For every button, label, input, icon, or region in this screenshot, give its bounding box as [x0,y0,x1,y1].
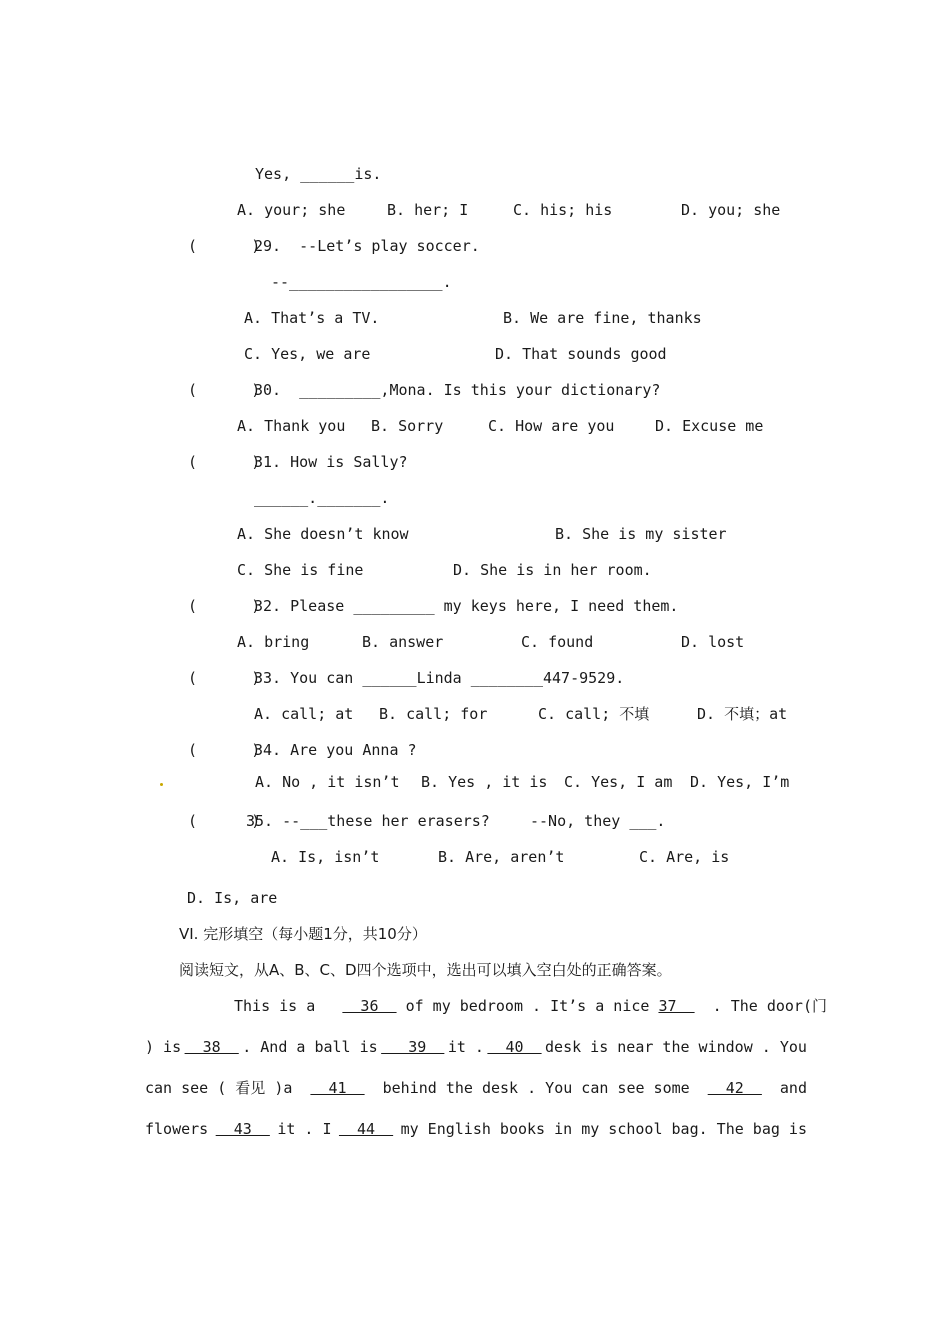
blank-43: 43 [215,1120,270,1138]
passage-line-1 [234,996,827,1016]
q33-answer-paren: ( ) [188,669,261,687]
q35-reply: --No, they ___. [530,812,666,830]
q29-option-d: D. That sounds good [495,345,667,363]
q32-answer-paren: ( ) [188,597,261,615]
q34-answer-paren: ( ) [188,741,261,759]
passage-text: my English books in my school bag. The bag is [400,1120,807,1138]
q32-option-c: C. found [521,633,594,651]
q34-stem: 34. Are you Anna ? [254,741,417,759]
q30-option-b: B. Sorry [371,417,444,435]
q30-option-d: D. Excuse me [655,417,764,435]
q35-answer-paren: ( ) [188,812,261,830]
passage-text: This is a [234,997,316,1015]
passage-text: . The door(门 [712,997,827,1015]
passage-text: ) is [145,1038,182,1056]
q31-option-c: C. She is fine [237,561,364,579]
blank-44: 44 [338,1120,394,1138]
blank-39: 39 [381,1038,445,1056]
passage-text: and [779,1079,807,1097]
q33-option-a: A. call; at [254,705,354,723]
passage-text: desk is near the window . You [545,1038,807,1056]
q33-blank-2: ________ [470,669,543,687]
q29-option-a: A. That’s a TV. [244,309,380,327]
q29-reply: --_________________. [271,273,452,291]
q32-option-a: A. bring [237,633,310,651]
passage-text: flowers [145,1120,209,1138]
q34-option-d: D. Yes, I’m [690,773,790,791]
q34-option-a: A. No , it isn’t [255,773,400,791]
blank-40: 40 [487,1038,542,1056]
q28-option-d: D. you; she [681,201,781,219]
q29-option-b: B. We are fine, thanks [503,309,702,327]
q31-option-a: A. She doesn’t know [237,525,409,543]
q35-option-a: A. Is, isn’t [271,848,380,866]
q35-option-b: B. Are, aren’t [438,848,565,866]
q30-answer-paren: ( ) [188,381,261,399]
q29-option-c: C. Yes, we are [244,345,371,363]
q35-option-d: D. Is, are [187,889,278,907]
q32-option-b: B. answer [362,633,444,651]
q33-blank-1: ______ [362,669,417,687]
passage-text: it . [447,1038,484,1056]
q31-option-d: D. She is in her room. [453,561,652,579]
q33-option-c: C. call; 不填 [538,705,650,723]
q28-option-c: C. his; his [513,201,613,219]
stray-mark-dot [160,783,163,786]
q33-stem-pre: 33. You can [254,669,363,687]
q32-option-d: D. lost [681,633,745,651]
q31-reply: ______._______. [254,489,390,507]
q34-option-c: C. Yes, I am [564,773,673,791]
passage-text: of my bedroom . It’s a nice [405,997,650,1015]
section-instruction: 阅读短文，从A、B、C、D四个选项中，选出可以填入空白处的正确答案。 [179,961,672,979]
q34-option-b: B. Yes , it is [421,773,548,791]
q31-option-b: B. She is my sister [555,525,727,543]
q29-answer-paren: ( ) [188,237,261,255]
q31-stem: 31. How is Sally? [254,453,408,471]
q30-stem: 30. _________,Mona. Is this your dictionary? [254,381,661,399]
passage-text: it . I [277,1120,332,1138]
q33-stem-mid: Linda [416,669,471,687]
blank-36: 36 [342,997,397,1015]
q29-stem: 29. --Let’s play soccer. [254,237,480,255]
q32-stem: 32. Please _________ my keys here, I need them. [254,597,679,615]
q28-option-b: B. her; I [387,201,469,219]
q30-option-a: A. Thank you [237,417,346,435]
passage-text: . And a ball is [242,1038,378,1056]
q35-stem: 35. --___these her erasers? [246,812,490,830]
passage-text: behind the desk . You can see some [382,1079,690,1097]
q31-answer-paren: ( ) [188,453,261,471]
blank-41: 41 [310,1079,365,1097]
q35-option-c: C. Are, is [639,848,730,866]
q30-option-c: C. How are you [488,417,615,435]
section-heading: VI. 完形填空（每小题1分，共10分） [179,925,427,943]
passage-line-2 [145,1037,807,1057]
passage-line-3 [145,1078,807,1098]
blank-42: 42 [707,1079,762,1097]
q33-option-d: D. 不填；at [697,705,788,723]
blank-37: 37 [658,997,695,1015]
q33-option-b: B. call; for [379,705,488,723]
blank-38: 38 [184,1038,239,1056]
q28-option-a: A. your; she [237,201,346,219]
q28-answer-line: Yes, ______is. [255,165,382,183]
q33-stem [254,668,624,688]
q33-stem-post: 447-9529. [543,669,625,687]
passage-text: can see ( 看见 )a [145,1079,293,1097]
passage-line-4 [145,1119,807,1139]
